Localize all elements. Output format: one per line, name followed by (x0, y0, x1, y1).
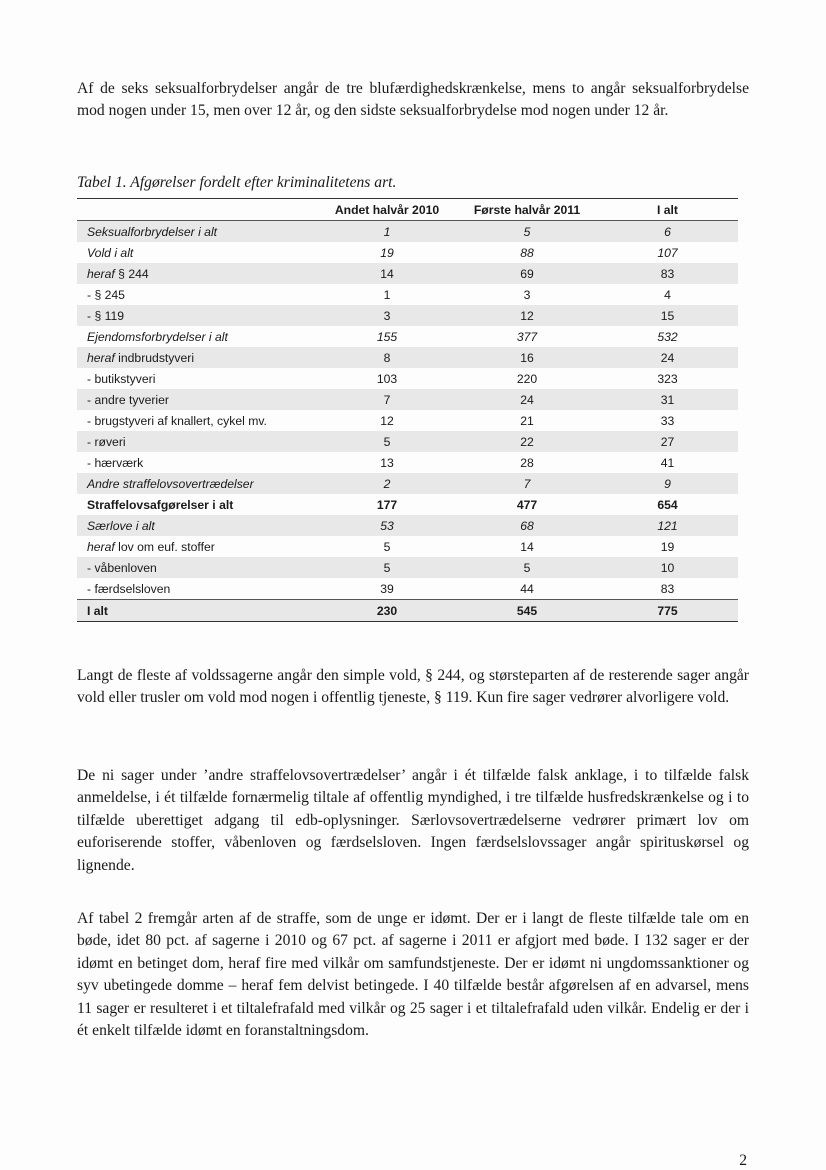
cell-value: 6 (597, 221, 738, 243)
cell-value: 2 (317, 473, 457, 494)
cell-value: 19 (660, 539, 675, 554)
cell-value: 69 (457, 263, 597, 284)
table-row (77, 284, 738, 305)
cell-value: 14 (317, 263, 457, 284)
header-h1-2011: Første halvår 2011 (457, 199, 597, 221)
table-row (77, 431, 738, 452)
cell-value: 24 (597, 347, 738, 368)
table-row (77, 389, 738, 410)
cell-value: 33 (660, 413, 675, 428)
row-label: - hærværk (87, 455, 144, 470)
cell-value: 230 (317, 600, 457, 622)
cell-value: 83 (597, 263, 738, 284)
cell-value: 5 (317, 557, 457, 578)
cell-value: 15 (597, 305, 738, 326)
row-label (77, 347, 317, 368)
header-h2-2010: Andet halvår 2010 (317, 199, 457, 221)
row-prefix: heraf (87, 266, 115, 281)
cell-value: 12 (380, 413, 394, 428)
row-label: Vold i alt (87, 245, 134, 260)
row-label-text: § 244 (114, 266, 149, 281)
cell-value: 377 (516, 329, 538, 344)
body-paragraph: Langt de fleste af voldssagerne angår den simple vold, § 244, og størsteparten af de resterende sager angår vold eller trusler om vold mod nogen i offentlig tjeneste, § 119. Kun fire sager vedrører alvorligere vold. (77, 667, 749, 707)
row-label: Særlove i alt (77, 515, 317, 536)
cell-value: 477 (516, 497, 538, 512)
table-row (77, 368, 738, 389)
cell-value: 19 (380, 245, 394, 260)
header-blank (77, 199, 317, 221)
row-label: Seksualforbrydelser i alt (77, 221, 317, 243)
cell-value: 39 (380, 581, 394, 596)
table-row (77, 578, 738, 600)
cell-value: 1 (383, 287, 391, 302)
row-label (77, 263, 317, 284)
table-caption: Tabel 1. Afgørelser fordelt efter kriminalitetens art. (77, 174, 397, 191)
row-label: - brugstyveri af knallert, cykel mv. (87, 413, 267, 428)
cell-value: 3 (317, 305, 457, 326)
intro-paragraph: Af de seks seksualforbrydelser angår de tre blufærdighedskrænkelse, mens to angår seksualforbrydelse mod nogen under 15, men over 12 år, og den sidste seksualforbrydelse mod nogen under 12 år. (77, 80, 749, 120)
cell-value: 107 (657, 245, 678, 260)
cell-value: 41 (660, 455, 675, 470)
row-label-text: lov om euf. stoffer (114, 539, 215, 554)
body-paragraph: De ni sager under ’andre straffelovsovertrædelser’ angår i ét tilfælde falsk anklage, i to tilfælde falsk anmeldelse, i ét tilfælde fornærmelig tiltale af offentlig myndighed, i tre tilfælde husfredskrænkelse og i to tilfælde uberettiget adgang til edb-oplysninger. Særlovsovertrædelserne vedrører primært lov om euforiserende stoffer, våbenloven og færdselsloven. Ingen færdselslovssager angår spirituskørsel og lignende. (77, 767, 749, 874)
cell-value: 8 (317, 347, 457, 368)
row-label: Straffelovsafgørelser i alt (87, 497, 234, 512)
table-row (77, 600, 738, 622)
cell-value: 7 (457, 473, 597, 494)
body-paragraph: Af tabel 2 fremgår arten af de straffe, som de unge er idømt. Der er i langt de fleste tilfælde tale om en bøde, idet 80 pct. af sagerne i 2010 og 67 pct. af sagerne i 2011 er afgjort med bøde. I 132 sager er der idømt en betinget dom, heraf fire med vilkår om samfundstjeneste. Der er idømt ni ungdomssanktioner og syv ubetingede domme – heraf fem delvist betingede. I 40 tilfælde består afgørelsen af en advarsel, mens 11 sager er resulteret i et tiltalefrafald med vilkår og 25 sager i et tiltalefrafald uden vilkår. Endelig er der i ét enkelt tilfælde idømt en foranstaltningsdom. (77, 910, 749, 1040)
cell-value: 31 (597, 389, 738, 410)
table-row (77, 326, 738, 347)
page-number: 2 (739, 1152, 747, 1169)
table-row (77, 305, 738, 326)
row-prefix: heraf (87, 539, 115, 554)
cell-value: 68 (457, 515, 597, 536)
table-row (77, 242, 738, 263)
row-label: Ejendomsforbrydelser i alt (87, 329, 228, 344)
row-label: - § 119 (77, 305, 317, 326)
table-row (77, 263, 738, 284)
row-label: - § 245 (87, 287, 125, 302)
row-label: - færdselsloven (87, 581, 171, 596)
cell-value: 28 (520, 455, 534, 470)
cell-value: 3 (523, 287, 531, 302)
cell-value: 775 (597, 600, 738, 622)
table-row (77, 410, 738, 431)
row-label: - andre tyverier (77, 389, 317, 410)
cell-value: 323 (657, 371, 678, 386)
table-header-row (77, 199, 738, 221)
row-label: Andre straffelovsovertrædelser (77, 473, 317, 494)
cell-value: 121 (597, 515, 738, 536)
cell-value: 10 (597, 557, 738, 578)
cell-value: 5 (317, 431, 457, 452)
cell-value: 12 (457, 305, 597, 326)
cell-value: 14 (520, 539, 534, 554)
cell-value: 22 (457, 431, 597, 452)
cell-value: 7 (317, 389, 457, 410)
row-label: - røveri (77, 431, 317, 452)
cell-value: 4 (664, 287, 671, 302)
cell-value: 88 (520, 245, 534, 260)
cell-value: 53 (317, 515, 457, 536)
cell-value: 13 (380, 455, 394, 470)
cell-value: 220 (516, 371, 538, 386)
row-prefix: heraf (87, 350, 115, 365)
table-row (77, 494, 738, 515)
row-label (77, 536, 317, 557)
cell-value: 654 (657, 497, 678, 512)
table-row (77, 221, 738, 243)
cell-value: 103 (376, 371, 398, 386)
header-total: I alt (597, 199, 738, 221)
table-row (77, 347, 738, 368)
table-row (77, 452, 738, 473)
cell-value: 27 (597, 431, 738, 452)
cell-value: 21 (520, 413, 534, 428)
offense-table (77, 198, 738, 622)
table-row (77, 515, 738, 536)
row-label: - butikstyveri (87, 371, 156, 386)
cell-value: 545 (457, 600, 597, 622)
cell-value: 24 (457, 389, 597, 410)
cell-value: 44 (520, 581, 534, 596)
table-row (77, 473, 738, 494)
table-row (77, 536, 738, 557)
cell-value: 5 (383, 539, 391, 554)
cell-value: 9 (597, 473, 738, 494)
row-label-text: indbrudstyveri (114, 350, 195, 365)
cell-value: 16 (457, 347, 597, 368)
cell-value: 177 (376, 497, 398, 512)
row-label: I alt (77, 600, 317, 622)
cell-value: 532 (657, 329, 678, 344)
cell-value: 1 (317, 221, 457, 243)
row-label: - våbenloven (77, 557, 317, 578)
table-row (77, 557, 738, 578)
cell-value: 5 (457, 221, 597, 243)
cell-value: 5 (457, 557, 597, 578)
cell-value: 83 (660, 581, 675, 596)
cell-value: 155 (376, 329, 398, 344)
